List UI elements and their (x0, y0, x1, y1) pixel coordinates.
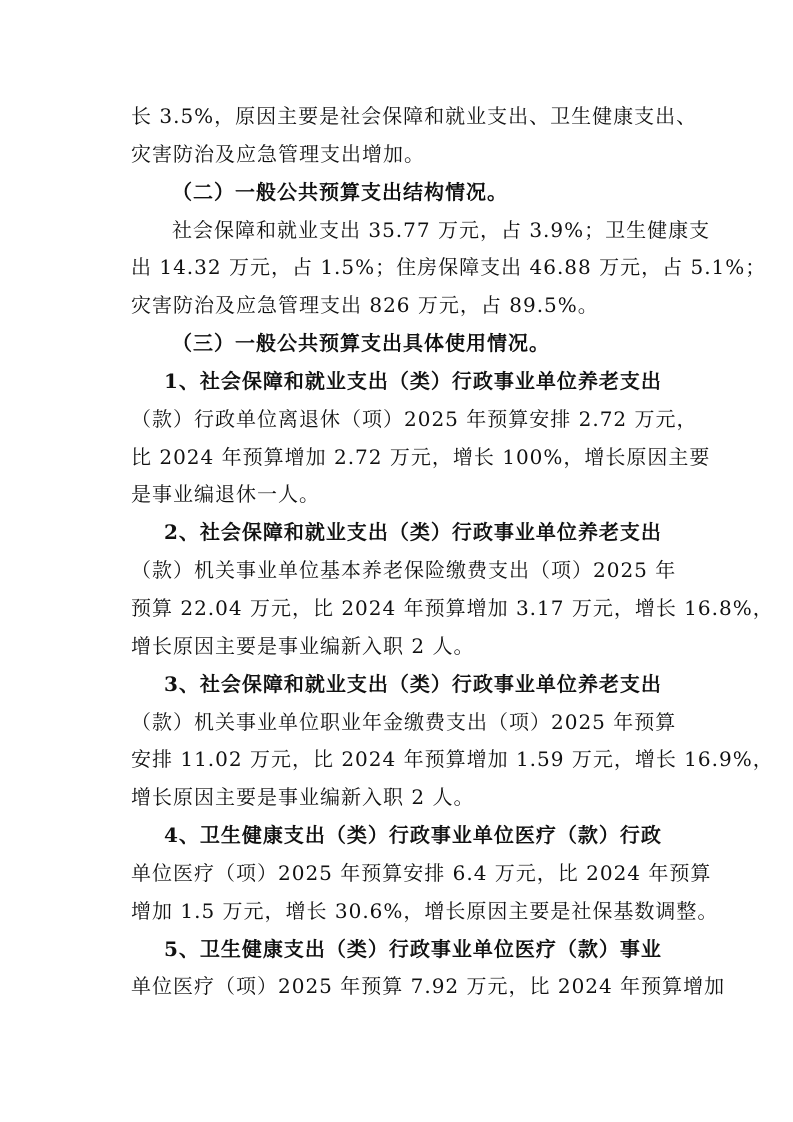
paragraph-line: 是事业编退休一人。 (131, 482, 320, 506)
paragraph-line: （款）机关事业单位基本养老保险缴费支出（项）2025 年 (131, 558, 677, 582)
paragraph-line: 灾害防治及应急管理支出增加。 (131, 142, 425, 166)
section-heading: （二）一般公共预算支出结构情况。 (172, 180, 508, 204)
item-heading-line: 4、卫生健康支出（类）行政事业单位医疗（款）行政 (164, 823, 662, 847)
item-heading-line: 2、社会保障和就业支出（类）行政事业单位养老支出 (164, 520, 662, 544)
item-heading-line: 5、卫生健康支出（类）行政事业单位医疗（款）事业 (164, 937, 662, 961)
paragraph-line: 长 3.5%，原因主要是社会保障和就业支出、卫生健康支出、 (131, 104, 698, 128)
paragraph-line: 安排 11.02 万元，比 2024 年预算增加 1.59 万元，增长 16.9%， (131, 747, 774, 771)
paragraph-line: 增加 1.5 万元，增长 30.6%，增长原因主要是社保基数调整。 (131, 899, 719, 923)
item-heading-line: 1、社会保障和就业支出（类）行政事业单位养老支出 (164, 369, 662, 393)
paragraph-line: 比 2024 年预算增加 2.72 万元，增长 100%，增长原因主要 (131, 445, 711, 469)
section-heading: （三）一般公共预算支出具体使用情况。 (172, 331, 550, 355)
paragraph-line: 增长原因主要是事业编新入职 2 人。 (131, 634, 475, 658)
paragraph-line: 单位医疗（项）2025 年预算安排 6.4 万元，比 2024 年预算 (131, 861, 712, 885)
paragraph-line: 单位医疗（项）2025 年预算 7.92 万元，比 2024 年预算增加 (131, 974, 726, 998)
paragraph-line: 灾害防治及应急管理支出 826 万元，占 89.5%。 (131, 293, 599, 317)
paragraph-line: 增长原因主要是事业编新入职 2 人。 (131, 785, 475, 809)
paragraph-line: （款）机关事业单位职业年金缴费支出（项）2025 年预算 (131, 710, 677, 734)
paragraph-line: 出 14.32 万元，占 1.5%；住房保障支出 46.88 万元，占 5.1%； (131, 255, 767, 279)
paragraph-line: 社会保障和就业支出 35.77 万元，占 3.9%；卫生健康支 (172, 218, 711, 242)
item-heading-line: 3、社会保障和就业支出（类）行政事业单位养老支出 (164, 672, 662, 696)
paragraph-line: （款）行政单位离退休（项）2025 年预算安排 2.72 万元， (131, 407, 698, 431)
paragraph-line: 预算 22.04 万元，比 2024 年预算增加 3.17 万元，增长 16.8%， (131, 596, 774, 620)
